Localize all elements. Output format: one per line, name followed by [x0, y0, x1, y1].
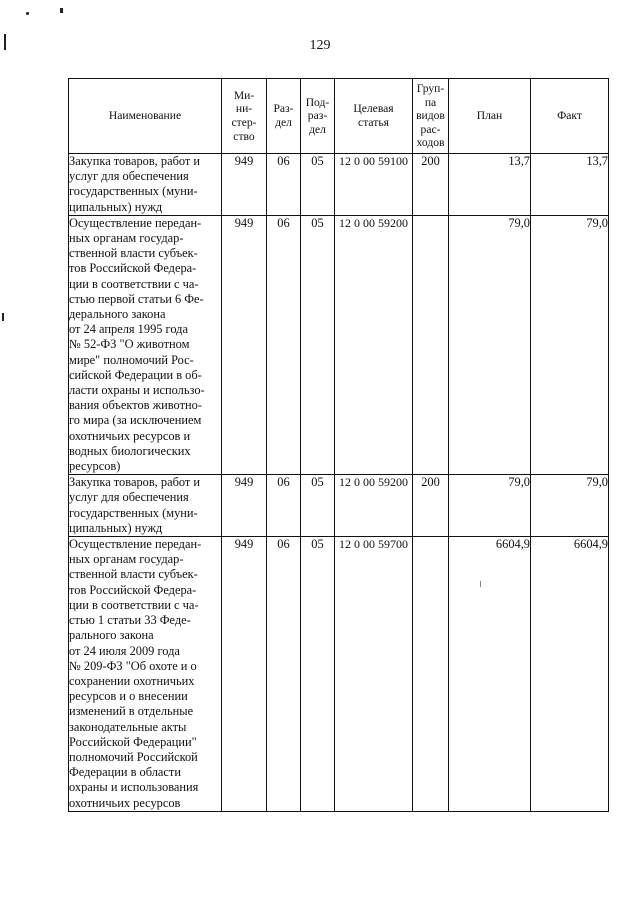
row-subsection-cell: 05	[301, 215, 335, 474]
row-group-cell: 200	[413, 154, 449, 216]
row-plan-cell: 13,7	[449, 154, 531, 216]
scan-speck	[26, 12, 29, 15]
table-row	[69, 475, 609, 537]
header-target: Целевая статья	[335, 79, 413, 154]
scan-edge-mark	[2, 313, 4, 321]
row-target-cell: 12 0 00 59200	[335, 215, 413, 474]
row-ministry-cell: 949	[222, 215, 267, 474]
row-plan-cell: 79,0	[449, 215, 531, 474]
page-number: 129	[309, 38, 331, 53]
row-name-cell: Осуществление передан- ных органам государ- ственной власти субъек- тов Российской Федера- ции в соответствии с ча- стью 1 статьи 33 Феде- рального закона от 24 июля 2009 года № 209-ФЗ "Об охоте и о сохранении охотничьих ресурсов и о внесении изменений в отдельные законодательные акты Российской Федерации" полномочий Российской Федерации в области охраны и использования охотничьих ресурсов	[69, 537, 222, 812]
row-fact-cell: 6604,9	[531, 537, 609, 812]
header-name: Наименование	[69, 79, 222, 154]
row-ministry-cell: 949	[222, 475, 267, 537]
header-fact: Факт	[531, 79, 609, 154]
header-subsection: Под- раз- дел	[301, 79, 335, 154]
row-target-cell: 12 0 00 59100	[335, 154, 413, 216]
row-fact-cell: 13,7	[531, 154, 609, 216]
row-plan-cell: 6604,9	[449, 537, 531, 812]
table-row	[69, 154, 609, 216]
row-subsection-cell: 05	[301, 537, 335, 812]
row-fact-cell: 79,0	[531, 475, 609, 537]
row-section-cell: 06	[267, 215, 301, 474]
row-group-cell	[413, 537, 449, 812]
row-subsection-cell: 05	[301, 475, 335, 537]
row-ministry-cell: 949	[222, 154, 267, 216]
row-subsection-cell: 05	[301, 154, 335, 216]
row-group-cell	[413, 215, 449, 474]
header-ministry: Ми- ни- стер- ство	[222, 79, 267, 154]
row-group-cell: 200	[413, 475, 449, 537]
row-name-cell: Осуществление передан- ных органам государ- ственной власти субъек- тов Российской Федера- ции в соответствии с ча- стью первой статьи 6 Фе- дерального закона от 24 апреля 1995 года № 52-ФЗ "О животном мире" полномочий Рос- сийской Федерации в об- ласти охраны и использо- вания объектов животно- го мира (за исключением охотничьих ресурсов и водных биологических ресурсов)	[69, 215, 222, 474]
header-row	[69, 79, 609, 154]
row-target-cell: 12 0 00 59200	[335, 475, 413, 537]
budget-table	[68, 78, 609, 812]
row-section-cell: 06	[267, 154, 301, 216]
table-row	[69, 215, 609, 474]
scan-speck	[60, 8, 63, 13]
row-section-cell: 06	[267, 537, 301, 812]
row-fact-cell: 79,0	[531, 215, 609, 474]
header-section: Раз- дел	[267, 79, 301, 154]
row-section-cell: 06	[267, 475, 301, 537]
row-plan-cell: 79,0	[449, 475, 531, 537]
header-plan: План	[449, 79, 531, 154]
row-name-cell: Закупка товаров, работ и услуг для обеспечения государственных (муни- ципальных) нужд	[69, 154, 222, 216]
table-row	[69, 537, 609, 812]
row-ministry-cell: 949	[222, 537, 267, 812]
row-target-cell: 12 0 00 59700	[335, 537, 413, 812]
row-name-cell: Закупка товаров, работ и услуг для обеспечения государственных (муни- ципальных) нужд	[69, 475, 222, 537]
header-group: Груп- па видов рас- ходов	[413, 79, 449, 154]
